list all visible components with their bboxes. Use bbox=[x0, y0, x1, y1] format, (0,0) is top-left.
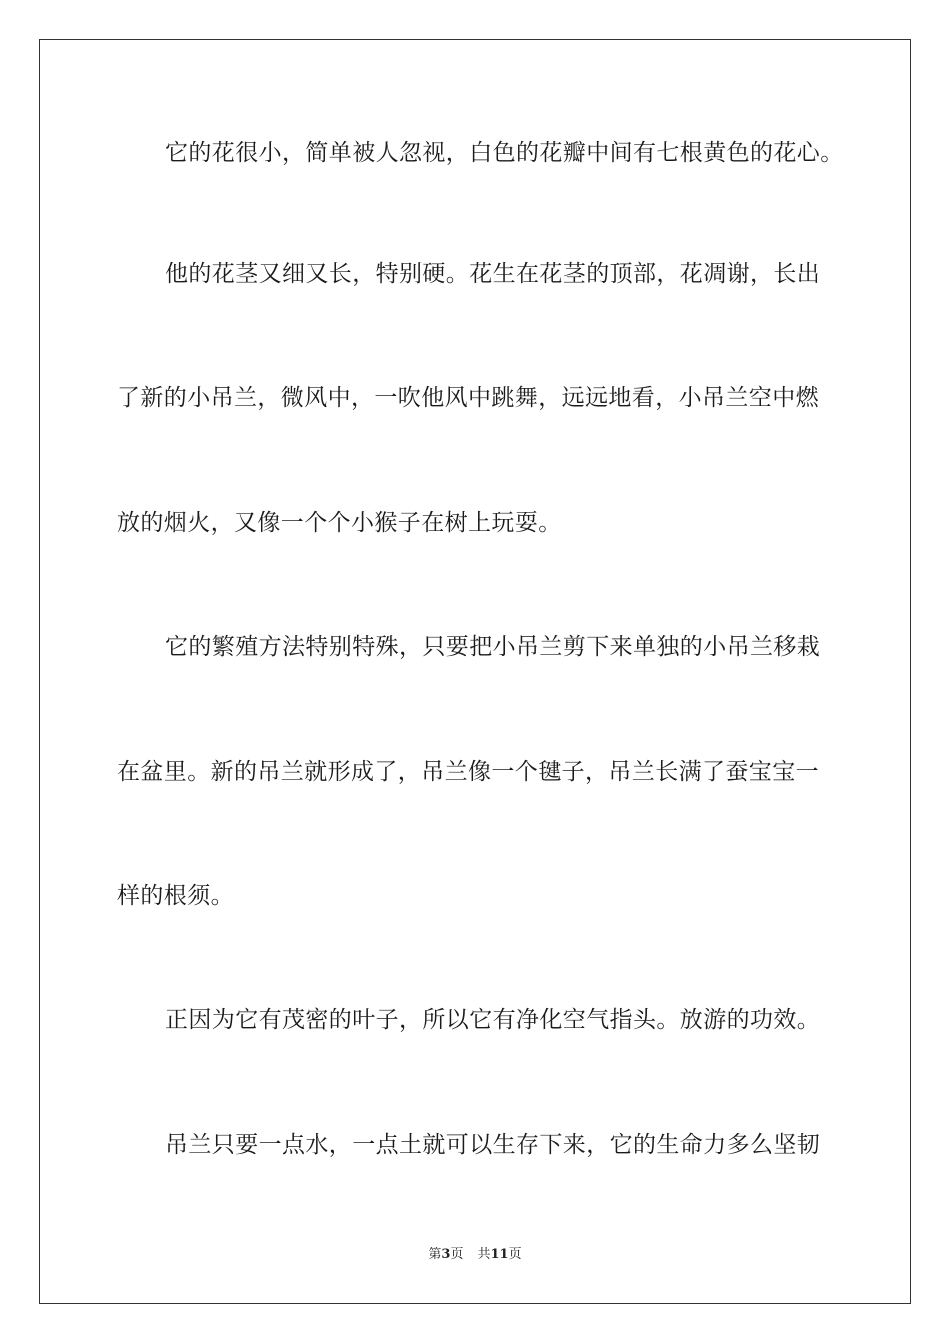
paragraph-3-line-1: 它的繁殖方法特别特殊，只要把小吊兰剪下来单独的小吊兰移栽 bbox=[165, 634, 821, 660]
footer-page-prefix: 第 bbox=[428, 1247, 442, 1262]
paragraph-4-line-1: 正因为它有茂密的叶子，所以它有净化空气指头。放游的功效。 bbox=[165, 1007, 821, 1033]
footer-total-suffix: 页 bbox=[508, 1247, 522, 1262]
paragraph-3-line-2: 在盆里。新的吊兰就形成了，吊兰像一个毽子，吊兰长满了蚕宝宝一 bbox=[117, 759, 819, 785]
paragraph-1-line-1: 它的花很小，简单被人忽视，白色的花瓣中间有七根黄色的花心。 bbox=[165, 140, 844, 166]
page-border bbox=[39, 39, 911, 1304]
paragraph-5-line-1: 吊兰只要一点水，一点土就可以生存下来，它的生命力多么坚韧 bbox=[165, 1132, 821, 1158]
paragraph-2-line-3: 放的烟火，又像一个个小猴子在树上玩耍。 bbox=[117, 510, 562, 536]
page-footer bbox=[0, 1246, 950, 1264]
footer-page-number: 3 bbox=[441, 1247, 451, 1262]
footer-total-pages: 11 bbox=[490, 1247, 509, 1262]
paragraph-2-line-1: 他的花茎又细又长，特别硬。花生在花茎的顶部，花凋谢，长出 bbox=[165, 261, 821, 287]
footer-total-prefix: 共 bbox=[477, 1247, 491, 1262]
paragraph-2-line-2: 了新的小吊兰，微风中，一吹他风中跳舞，远远地看，小吊兰空中燃 bbox=[117, 385, 819, 411]
footer-page-suffix: 页 bbox=[450, 1247, 464, 1262]
paragraph-3-line-3: 样的根须。 bbox=[117, 883, 234, 909]
